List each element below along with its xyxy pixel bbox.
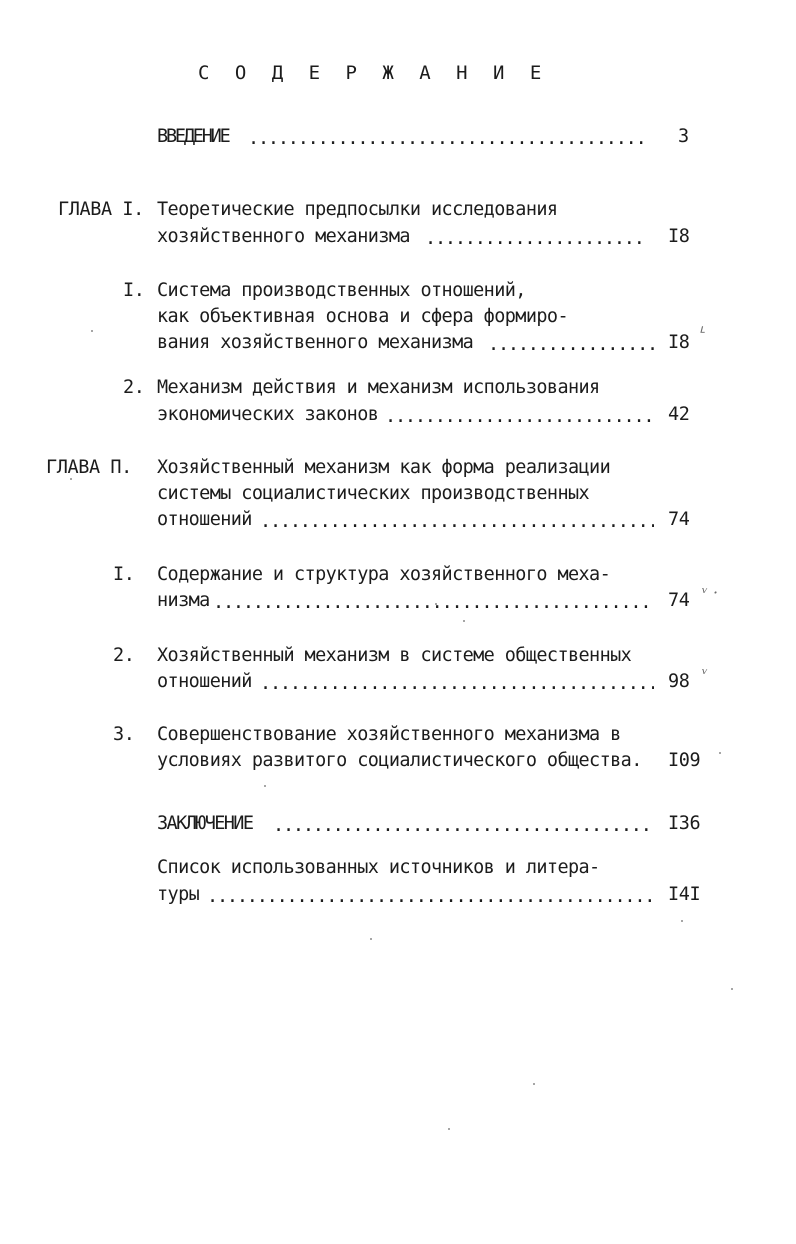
section-page: I8: [668, 332, 690, 353]
section-leader: [385, 404, 654, 430]
section-title-line-2: экономических законов: [157, 404, 379, 425]
conclusion-leader: [273, 813, 654, 839]
references-title-line-2: туры: [157, 884, 200, 905]
section-page: 42: [668, 404, 690, 425]
toc-title: С О Д Е Р Ж А Н И Е: [198, 62, 549, 84]
section-number: I.: [123, 280, 145, 301]
section-page: 74: [668, 590, 690, 611]
chapter-1-title-line-1: Теоретические предпосылки исследования: [157, 199, 558, 220]
references-title-line-1: Список использованных источников и литера-: [157, 857, 600, 878]
section-leader: [488, 332, 654, 358]
section-title-line-1: Содержание и структура хозяйственного меха-: [157, 564, 611, 585]
chapter-2-title-line-3: отношений: [157, 509, 252, 530]
section-leader: [260, 671, 654, 697]
section-title-line-1: Механизм действия и механизм использования: [157, 377, 600, 398]
conclusion-label: ЗАКЛЮЧЕНИЕ: [157, 813, 253, 834]
section-title-line-2: как объективная основа и сфера формиро-: [157, 306, 568, 327]
section-title-line-1: Совершенствование хозяйственного механизма в: [157, 724, 621, 745]
section-title-line-2: отношений: [157, 671, 252, 692]
scan-speck: [681, 920, 683, 922]
section-leader: [213, 590, 654, 616]
handwritten-mark: ᵛ: [702, 664, 708, 683]
handwritten-mark: ᵛ ·: [702, 583, 719, 602]
conclusion-page: I36: [668, 813, 701, 834]
section-number: 2.: [113, 645, 135, 666]
intro-label: ВВЕДЕНИЕ: [157, 126, 229, 147]
section-number: 2.: [123, 377, 145, 398]
scan-speck: [719, 752, 721, 754]
references-page: I4I: [668, 884, 701, 905]
section-page: 98: [668, 671, 690, 692]
intro-leader: [248, 126, 648, 152]
chapter-1-leader: [425, 226, 648, 252]
section-title-line-2: условиях развитого социалистического общества.: [157, 750, 642, 771]
scan-speck: [533, 1083, 535, 1085]
section-title-line-2: низма: [157, 590, 210, 611]
chapter-2-leader: [260, 509, 654, 535]
chapter-2-title-line-2: системы социалистических производственных: [157, 483, 590, 504]
scan-speck: [448, 1128, 450, 1130]
scan-speck: [70, 478, 72, 480]
chapter-1-title-line-2: хозяйственного механизма: [157, 226, 410, 247]
chapter-1-label: ГЛАВА I.: [58, 199, 144, 220]
scan-speck: [463, 620, 465, 622]
scan-speck: [731, 988, 733, 990]
chapter-2-label: ГЛАВА П.: [46, 457, 132, 478]
section-page: I09: [668, 750, 701, 771]
section-title-line-1: Хозяйственный механизм в системе общественных: [157, 645, 632, 666]
chapter-2-title-line-1: Хозяйственный механизм как форма реализации: [157, 457, 611, 478]
intro-page: 3: [678, 126, 689, 147]
handwritten-mark: ᒻ: [698, 323, 705, 342]
scan-speck: [264, 785, 266, 787]
scan-speck: [435, 603, 437, 605]
section-number: 3.: [113, 724, 135, 745]
section-number: I.: [113, 564, 135, 585]
references-leader: [207, 884, 654, 910]
scan-speck: [91, 330, 93, 332]
scan-speck: [370, 938, 372, 940]
chapter-1-page: I8: [668, 226, 690, 247]
chapter-2-page: 74: [668, 509, 690, 530]
section-title-line-1: Система производственных отношений,: [157, 280, 526, 301]
section-title-line-3: вания хозяйственного механизма: [157, 332, 474, 353]
